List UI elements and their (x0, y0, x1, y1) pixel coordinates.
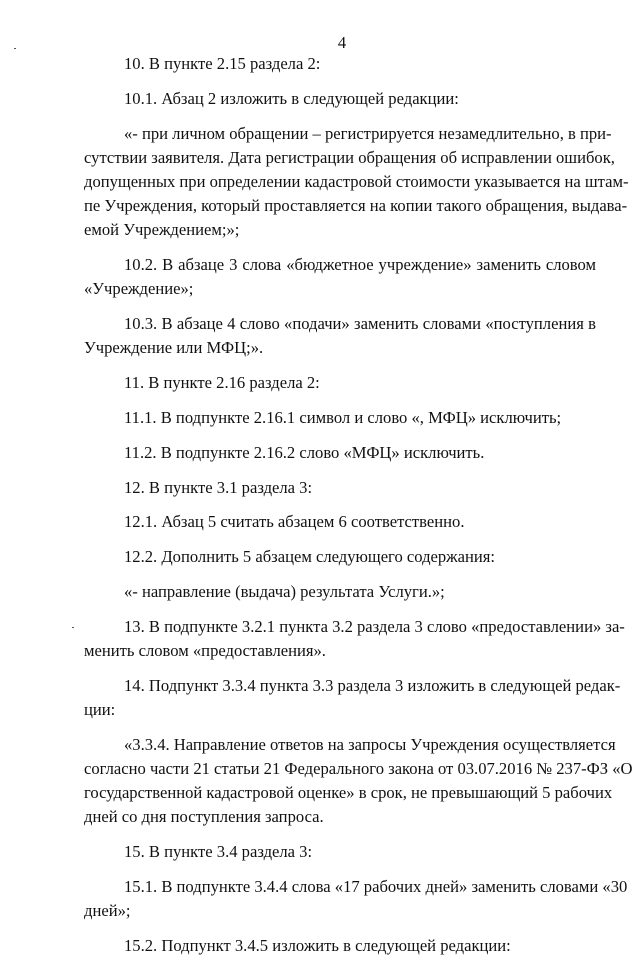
paragraph (84, 674, 621, 722)
paragraph (84, 934, 596, 958)
paragraph-line: «Учреждение»; (84, 279, 194, 299)
paragraph-line: «3.3.4. Направление ответов на запросы Учреждения осуществляется (124, 734, 616, 754)
paragraph-line: дней»; (84, 901, 131, 921)
paragraph-line: менить словом «предоставления». (84, 640, 326, 660)
paragraph-line: 15.2. Подпункт 3.4.5 изложить в следующей редакции: (124, 935, 511, 955)
paragraph (84, 545, 596, 569)
paragraph (84, 406, 596, 430)
paragraph-line: пе Учреждения, который проставляется на копии такого обращения, выдава- (84, 196, 628, 216)
paragraph-line: государственной кадастровой оценке» в срок, не превышающий 5 рабочих (84, 783, 613, 803)
page-number: 4 (337, 33, 347, 52)
paragraph (84, 615, 625, 663)
paragraph (84, 52, 596, 76)
paragraph-line: дней со дня поступления запроса. (84, 807, 324, 827)
paragraph (84, 580, 596, 604)
paragraph-line: 10.2. В абзаце 3 слова «бюджетное учреждение» заменить словом (124, 255, 596, 275)
paragraph-line: 10.1. Абзац 2 изложить в следующей редакции: (124, 88, 459, 108)
paragraph-line: 10. В пункте 2.15 раздела 2: (124, 54, 321, 73)
paragraph (84, 441, 596, 465)
paragraph (84, 122, 629, 243)
paragraph (84, 840, 596, 864)
paragraph (84, 875, 628, 923)
paragraph-line: «- направление (выдача) результата Услуги.»; (124, 581, 445, 601)
paragraph-line: 14. Подпункт 3.3.4 пункта 3.3 раздела 3 изложить в следующей редак- (124, 675, 621, 695)
paragraph (84, 371, 596, 395)
paragraph-line: 12. В пункте 3.1 раздела 3: (124, 477, 313, 497)
paragraph-line: согласно части 21 статьи 21 Федерального закона от 03.07.2016 № 237-ФЗ «О (84, 758, 633, 778)
paragraph-line: 10.3. В абзаце 4 слово «подачи» заменить словами «поступления в (124, 314, 596, 334)
paragraph (84, 476, 596, 500)
paragraph-line: ции: (84, 699, 116, 719)
paragraph (84, 510, 596, 534)
paragraph-line: допущенных при определении кадастровой стоимости указывается на штам- (84, 172, 629, 191)
paragraph (84, 87, 596, 111)
paragraph-line: 15.1. В подпункте 3.4.4 слова «17 рабочих дней» заменить словами «30 (124, 876, 628, 896)
paragraph (84, 312, 596, 360)
paragraph-line: 12.2. Дополнить 5 абзацем следующего содержания: (124, 547, 496, 567)
scan-speck (14, 48, 16, 49)
paragraph-line: Учреждение или МФЦ;». (84, 338, 264, 358)
paragraph (84, 253, 596, 301)
paragraph-line: 11. В пункте 2.16 раздела 2: (124, 373, 320, 393)
scan-speck (72, 627, 74, 628)
document-body (84, 52, 633, 969)
paragraph (84, 733, 633, 830)
paragraph-line: 13. В подпункте 3.2.1 пункта 3.2 раздела 3 слово «предоставлении» за- (124, 616, 625, 636)
paragraph-line: 11.1. В подпункте 2.16.1 символ и слово «, МФЦ» исключить; (124, 408, 562, 427)
paragraph-line: 11.2. В подпункте 2.16.2 слово «МФЦ» исключить. (124, 442, 485, 462)
paragraph-line: «- при личном обращении – регистрируется незамедлительно, в при- (124, 123, 612, 143)
paragraph-line: емой Учреждением;»; (84, 220, 240, 240)
paragraph-line: 12.1. Абзац 5 считать абзацем 6 соответственно. (124, 512, 465, 532)
paragraph-line: сутствии заявителя. Дата регистрации обращения об исправлении ошибок, (84, 147, 615, 167)
paragraph-line: 15. В пункте 3.4 раздела 3: (124, 842, 313, 862)
